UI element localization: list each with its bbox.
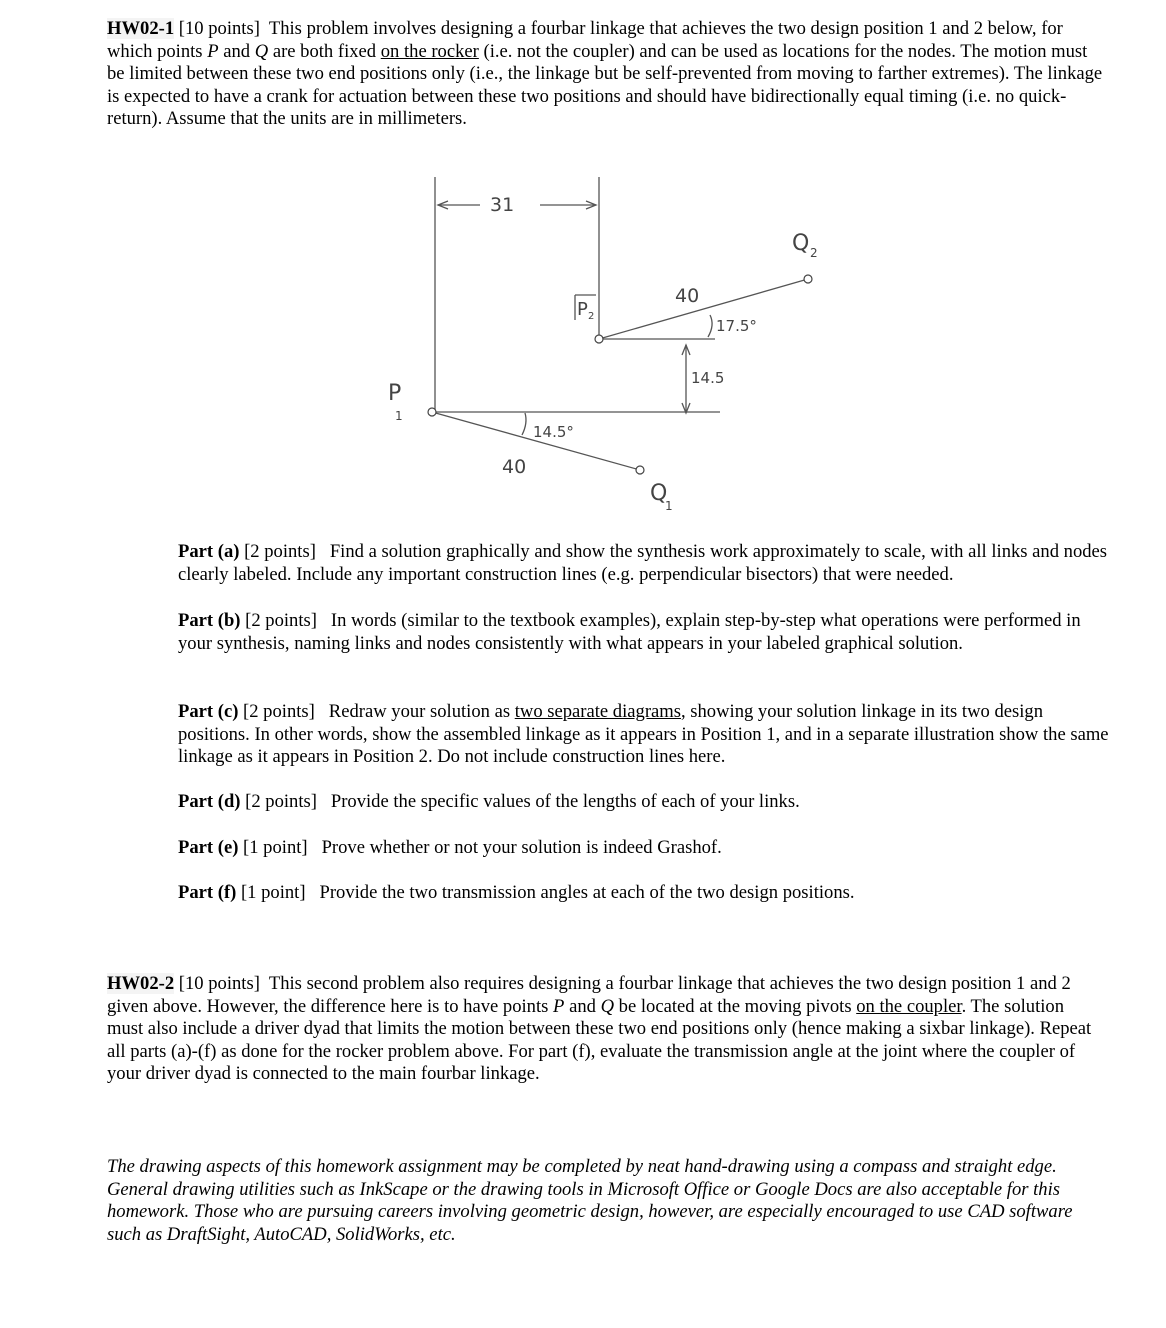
hw1-text-1: This problem involves designing a fourbar linkage that achieves the two design position 1 and 2 below, for which points [107,18,1063,62]
point-p1 [428,408,436,416]
label-p1-sub: 1 [395,409,403,423]
label-q2-sub: 2 [810,246,818,260]
label-q1: Q [650,481,668,506]
part-f-text: Provide the two transmission angles at each of the two design positions. [319,882,855,903]
hw2-paragraph [107,973,1097,1086]
part-e-text: Prove whether or not your solution is indeed Grashof. [321,837,722,858]
part-b-text: In words (similar to the textbook examples), explain step-by-step what operations were performed in your synthesis, naming links and nodes consistently with what appears in your labeled graphical solution. [178,610,1081,654]
hw2-Q: Q [600,995,615,1017]
hw1-paragraph [107,18,1107,131]
part-b [178,610,1113,655]
part-d-points: [2 points] [245,791,317,812]
part-d-text: Provide the specific values of the lengths of each of your links. [330,791,800,812]
part-a-text: Find a solution graphically and show the synthesis work approximately to scale, with all links and nodes clearly labeled. Include any important construction lines (e.g. perpendicular bisectors) that were needed. [178,541,1108,585]
link2-length: 40 [675,285,700,307]
hw2-text-1: This second problem also requires designing a fourbar linkage that achieves the two design position 1 and 2 given above. However, the difference here is to have points [107,973,1071,1017]
label-p2-sub: 2 [588,311,595,322]
hw2-text-2: be located at the moving pivots [618,995,852,1017]
point-q1 [636,466,644,474]
link2-angle: 17.5° [716,317,757,335]
label-q2: Q [792,231,810,256]
link1-angle: 14.5° [533,423,574,441]
part-e-points: [1 point] [243,837,308,858]
dim-31-label: 31 [490,194,515,216]
hw2-text-4: . The solution must also include a driver dyad that limits the motion between these two end positions only (hence making a sixbar linkage). Repeat all parts (a)-(f) as done for the rocker problem above. For part (f), evaluate the transmission angle at the joint where the coupler of your driver dyad is connected to the main fourbar linkage. [107,995,1092,1085]
part-f-points: [1 point] [240,882,306,903]
hw2-id: HW02-2 [107,973,175,994]
hw2-P: P [553,995,565,1017]
vertical-dim-label: 14.5 [691,369,725,387]
hw1-id: HW02-1 [107,18,175,39]
part-f [178,882,1113,905]
part-a-label: Part (a) [178,541,240,562]
part-c-points: [2 points] [243,701,315,722]
hw1-and: and [223,40,251,62]
hw1-text-2: are both fixed [272,40,377,62]
hw1-Q: Q [254,40,269,62]
hw2-and: and [569,995,596,1017]
point-q2 [804,275,812,283]
part-e-label: Part (e) [178,837,239,858]
part-c-text-a: Redraw your solution as [328,701,511,722]
part-c [178,701,1113,769]
hw2-on-the-coupler: on the coupler [856,995,962,1017]
hw2-points: [10 points] [178,973,260,994]
part-f-label: Part (f) [178,882,237,903]
part-b-label: Part (b) [178,610,241,631]
part-c-underline: two separate diagrams [514,701,681,722]
angle-arc-14-5 [522,413,526,435]
hw1-P: P [207,40,219,62]
part-e [178,837,1113,860]
part-c-label: Part (c) [178,701,239,722]
part-d-label: Part (d) [178,791,241,812]
hw1-text-4: (i.e. not the coupler) and can be used as locations for the nodes. The motion must be limited between these two end positions only (i.e., the linkage but be self-prevented from moving to farther extremes). The linkage is expected to have a crank for actuation between these two positions and should have bidirectionally equal timing (i.e. no quick-return). Assume that the units are in millimeters. [107,40,1103,130]
part-b-points: [2 points] [245,610,317,631]
link1-length: 40 [502,456,527,478]
part-d [178,791,1113,814]
point-p2 [595,335,603,343]
angle-arc-17-5 [708,315,712,337]
part-a [178,541,1113,586]
hw1-on-the-rocker: on the rocker [380,40,479,62]
part-a-points: [2 points] [244,541,316,562]
label-p2: P [577,299,588,320]
linkage-figure [370,155,850,520]
link-p1-q1 [432,412,640,470]
label-p1: P [388,381,402,406]
part-c-text-b: , showing your solution linkage in its two design positions. In other words, show the assembled linkage as it appears in Position 1, and in a separate illustration show the same linkage as it appears in Position 2. Do not include construction lines here. [178,701,1109,768]
link-p2-q2 [599,279,808,339]
label-q1-sub: 1 [665,499,673,513]
hw1-points: [10 points] [178,18,260,39]
drawing-note: The drawing aspects of this homework assignment may be completed by neat hand-drawing using a compass and straight edge. General drawing utilities such as InkScape or the drawing tools in Microsoft Office or Google Docs are also acceptable for this homework. Those who are pursuing careers involving geometric design, however, are especially encouraged to use CAD software such as DraftSight, AutoCAD, SolidWorks, etc. [107,1156,1073,1245]
